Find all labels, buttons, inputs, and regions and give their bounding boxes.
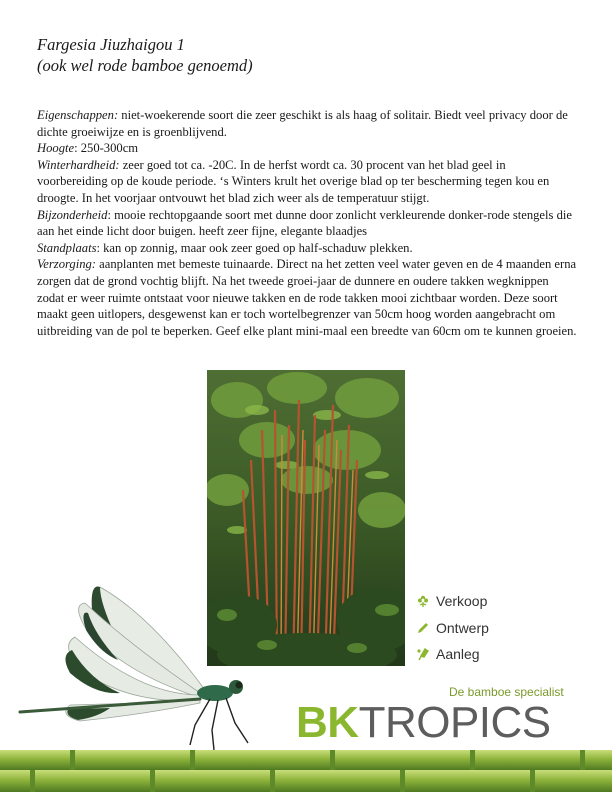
label-verzorging: Verzorging: [37, 257, 97, 272]
page-title [37, 34, 253, 76]
shovel-icon [416, 647, 430, 661]
label-hoogte: Hoogte [37, 141, 75, 156]
logo-tropics: TROPICS [358, 698, 551, 747]
description [37, 107, 577, 339]
service-label: Verkoop [436, 593, 488, 610]
label-eigenschappen: Eigenschappen: [37, 108, 119, 122]
text-hoogte: : 250-300cm [74, 141, 139, 156]
service-label: Aanleg [436, 646, 480, 663]
label-bijzonderheid: Bijzonderheid [37, 207, 108, 222]
section-hoogte [37, 140, 577, 157]
section-verzorging [37, 256, 577, 339]
title-line-2: (ook wel rode bamboe genoemd) [37, 56, 253, 75]
service-label: Ontwerp [436, 619, 489, 636]
text-eigenschappen: niet-woekerende soort die zeer geschikt is als haag of solitair. Biedt veel privacy door de dichte groeiwijze en is groenblijvend. [37, 108, 568, 139]
pencil-icon [416, 621, 430, 635]
dragonfly-illustration [0, 575, 300, 760]
title-line-1: Fargesia Jiuzhaigou 1 [37, 35, 185, 54]
section-bijzonderheid [37, 207, 577, 240]
label-winterhardheid: Winterhardheid: [37, 157, 120, 172]
text-bijzonderheid: : mooie rechtopgaande soort met dunne door zonlicht verkleurende donker-rode stengels die aan het einde licht door buigen. heeft zeer fijne, elegante blaadjes [37, 207, 572, 239]
service-aanleg [416, 641, 489, 668]
brand-tagline: De bamboe specialist [449, 685, 564, 699]
text-verzorging: aanplanten met bemeste tuinaarde. Direct na het zetten veel water geven en de 4 maanden erna zorgen dat de grond vochtig blijft. Na het tweede groei-jaar de dunnere en oudere takken wegknippen zodat er weer ruimte ontstaat voor nieuwe takken en de rode takken mooi zichtbaar worden. Deze soort maakt geen uitlopers, desgewenst kan er toch wortelbegrenzer van 50cm hoog worden aangebracht om uitbreiding van de pol te beperken. Geef elke plant mini-maal een breedte van 60cm om te kunnen groeien. [37, 257, 577, 338]
label-standplaats: Standplaats [37, 240, 97, 255]
section-standplaats [37, 240, 577, 257]
text-standplaats: : kan op zonnig, maar ook zeer goed op half-schaduw plekken. [96, 240, 413, 255]
services-list [416, 588, 489, 668]
service-verkoop [416, 588, 489, 615]
logo-bk: BK [296, 698, 359, 747]
bamboo-stalks-decoration [0, 746, 612, 792]
flower-icon [416, 594, 430, 608]
text-winterhardheid: zeer goed tot ca. -20C. In de herfst wordt ca. 30 procent van het blad geel in voorbereiding op de koude periode. ‘s Winters krult het overige blad op ter bescherming tegen kou en droogte. In het voorjaar ontvouwt het blad zich weer als de temperatuur stijgt. [37, 157, 550, 205]
service-ontwerp [416, 615, 489, 642]
section-winterhardheid [37, 157, 577, 207]
section-eigenschappen [37, 107, 577, 140]
brand-logo [296, 698, 551, 748]
